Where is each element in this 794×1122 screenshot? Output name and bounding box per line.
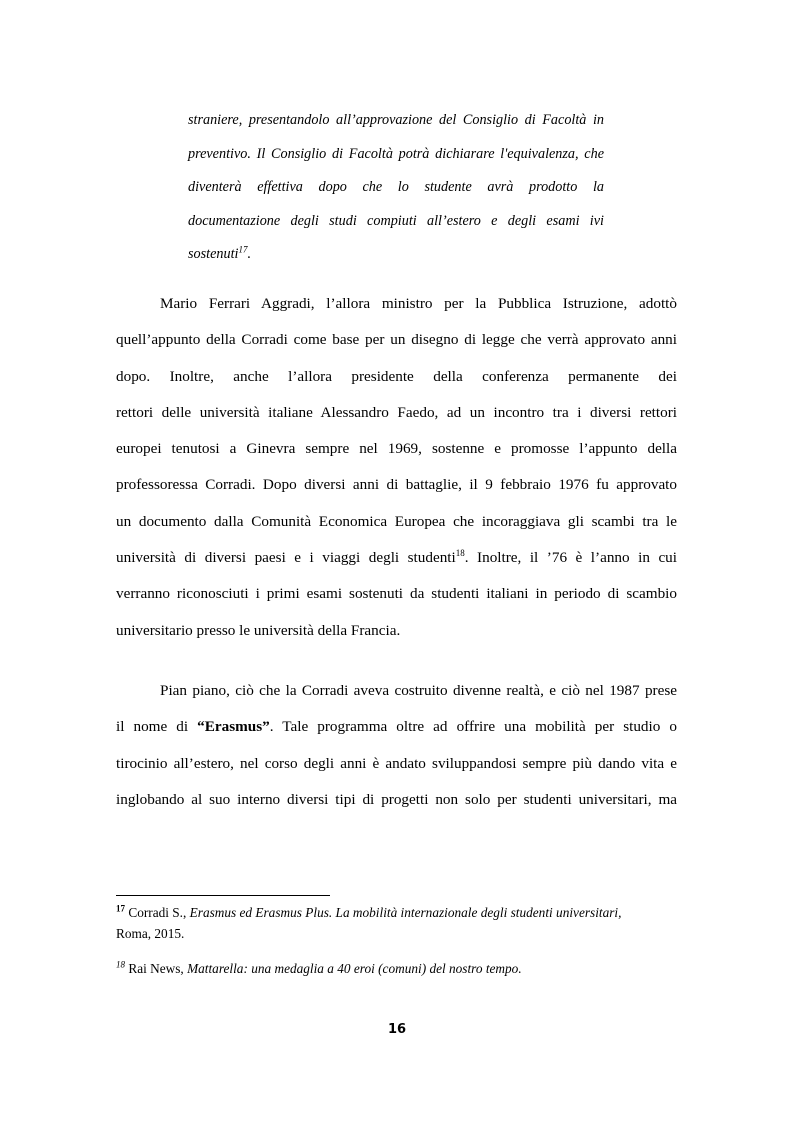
quote-line: straniere, presentandolo all’approvazione del Consiglio di Facoltà in [188, 112, 604, 128]
footnote-separator [116, 895, 330, 896]
paragraph-line: verranno riconosciuti i primi esami sostenuti da studenti italiani in periodo di scambio [116, 585, 677, 603]
paragraph-line: Mario Ferrari Aggradi, l’allora ministro per la Pubblica Istruzione, adottò [160, 295, 677, 312]
paragraph-line: inglobando al suo interno diversi tipi di progetti non solo per studenti universitari, ma [116, 790, 677, 808]
footnote-number: 18 [116, 959, 125, 970]
footnote-18 [116, 958, 686, 979]
paragraph-line [116, 540, 677, 576]
paragraph-line: europei tenutosi a Ginevra sempre nel 1969, sostenne e promosse l’appunto della [116, 440, 677, 458]
quote-line: diventerà effettiva dopo che lo studente avrà prodotto la [188, 179, 604, 195]
footnote-ref-18: 18 [455, 548, 465, 559]
paragraph-line: un documento dalla Comunità Economica Europea che incoraggiava gli scambi tra le [116, 512, 677, 530]
quote-text: sostenuti [188, 246, 239, 262]
footnote-ref-17: 17 [238, 244, 248, 255]
footnote-title: Mattarella: una medaglia a 40 eroi (comuni) del nostro tempo. [187, 961, 522, 976]
footnote-author: Corradi S., [128, 905, 190, 920]
paragraph-line [116, 709, 677, 745]
paragraph-line: universitario presso le università della Francia. [116, 621, 401, 639]
footnote-line: Roma, 2015. [116, 926, 185, 941]
block-quote [188, 104, 604, 272]
footnote-17 [116, 902, 686, 944]
paragraph-2 [116, 673, 677, 818]
paragraph-text: università di diversi paesi e i viaggi degli studenti [116, 549, 456, 567]
quote-text: . [247, 246, 251, 262]
paragraph-1 [116, 286, 677, 649]
paragraph-text: . Tale programma oltre ad offrire una mobilità per studio o [269, 718, 677, 736]
page-number: 16 [387, 1022, 407, 1037]
quote-line [188, 238, 604, 272]
paragraph-line: rettori delle università italiane Alessandro Faedo, ad un incontro tra i diversi rettori [116, 403, 677, 421]
paragraph-line: tirocinio all’estero, nel corso degli anni è andato sviluppandosi sempre più dando vita e [116, 754, 677, 772]
footnote-line [116, 958, 686, 979]
paragraph-text: il nome di [116, 718, 198, 736]
paragraph-line: Pian piano, ciò che la Corradi aveva costruito divenne realtà, e ciò nel 1987 prese [160, 682, 677, 699]
paragraph-text: . Inoltre, il ’76 è l’anno in cui [464, 549, 677, 567]
paragraph-line: quell’appunto della Corradi come base per un disegno di legge che verrà approvato anni [116, 331, 677, 349]
quote-line: documentazione degli studi compiuti all’estero e degli esami ivi [188, 212, 604, 229]
footnote-number: 17 [116, 903, 125, 914]
footnote-author: Rai News, [128, 961, 188, 976]
paragraph-line: dopo. Inoltre, anche l’allora presidente della conferenza permanente dei [116, 367, 677, 385]
erasmus-term: “Erasmus” [197, 718, 270, 736]
footnote-title: Erasmus ed Erasmus Plus. La mobilità internazionale degli studenti universitari, [189, 905, 622, 920]
quote-line: preventivo. Il Consiglio di Facoltà potrà dichiarare l'equivalenza, che [188, 145, 604, 162]
paragraph-line: professoressa Corradi. Dopo diversi anni di battaglie, il 9 febbraio 1976 fu approvato [116, 476, 677, 494]
footnote-line [116, 902, 686, 923]
